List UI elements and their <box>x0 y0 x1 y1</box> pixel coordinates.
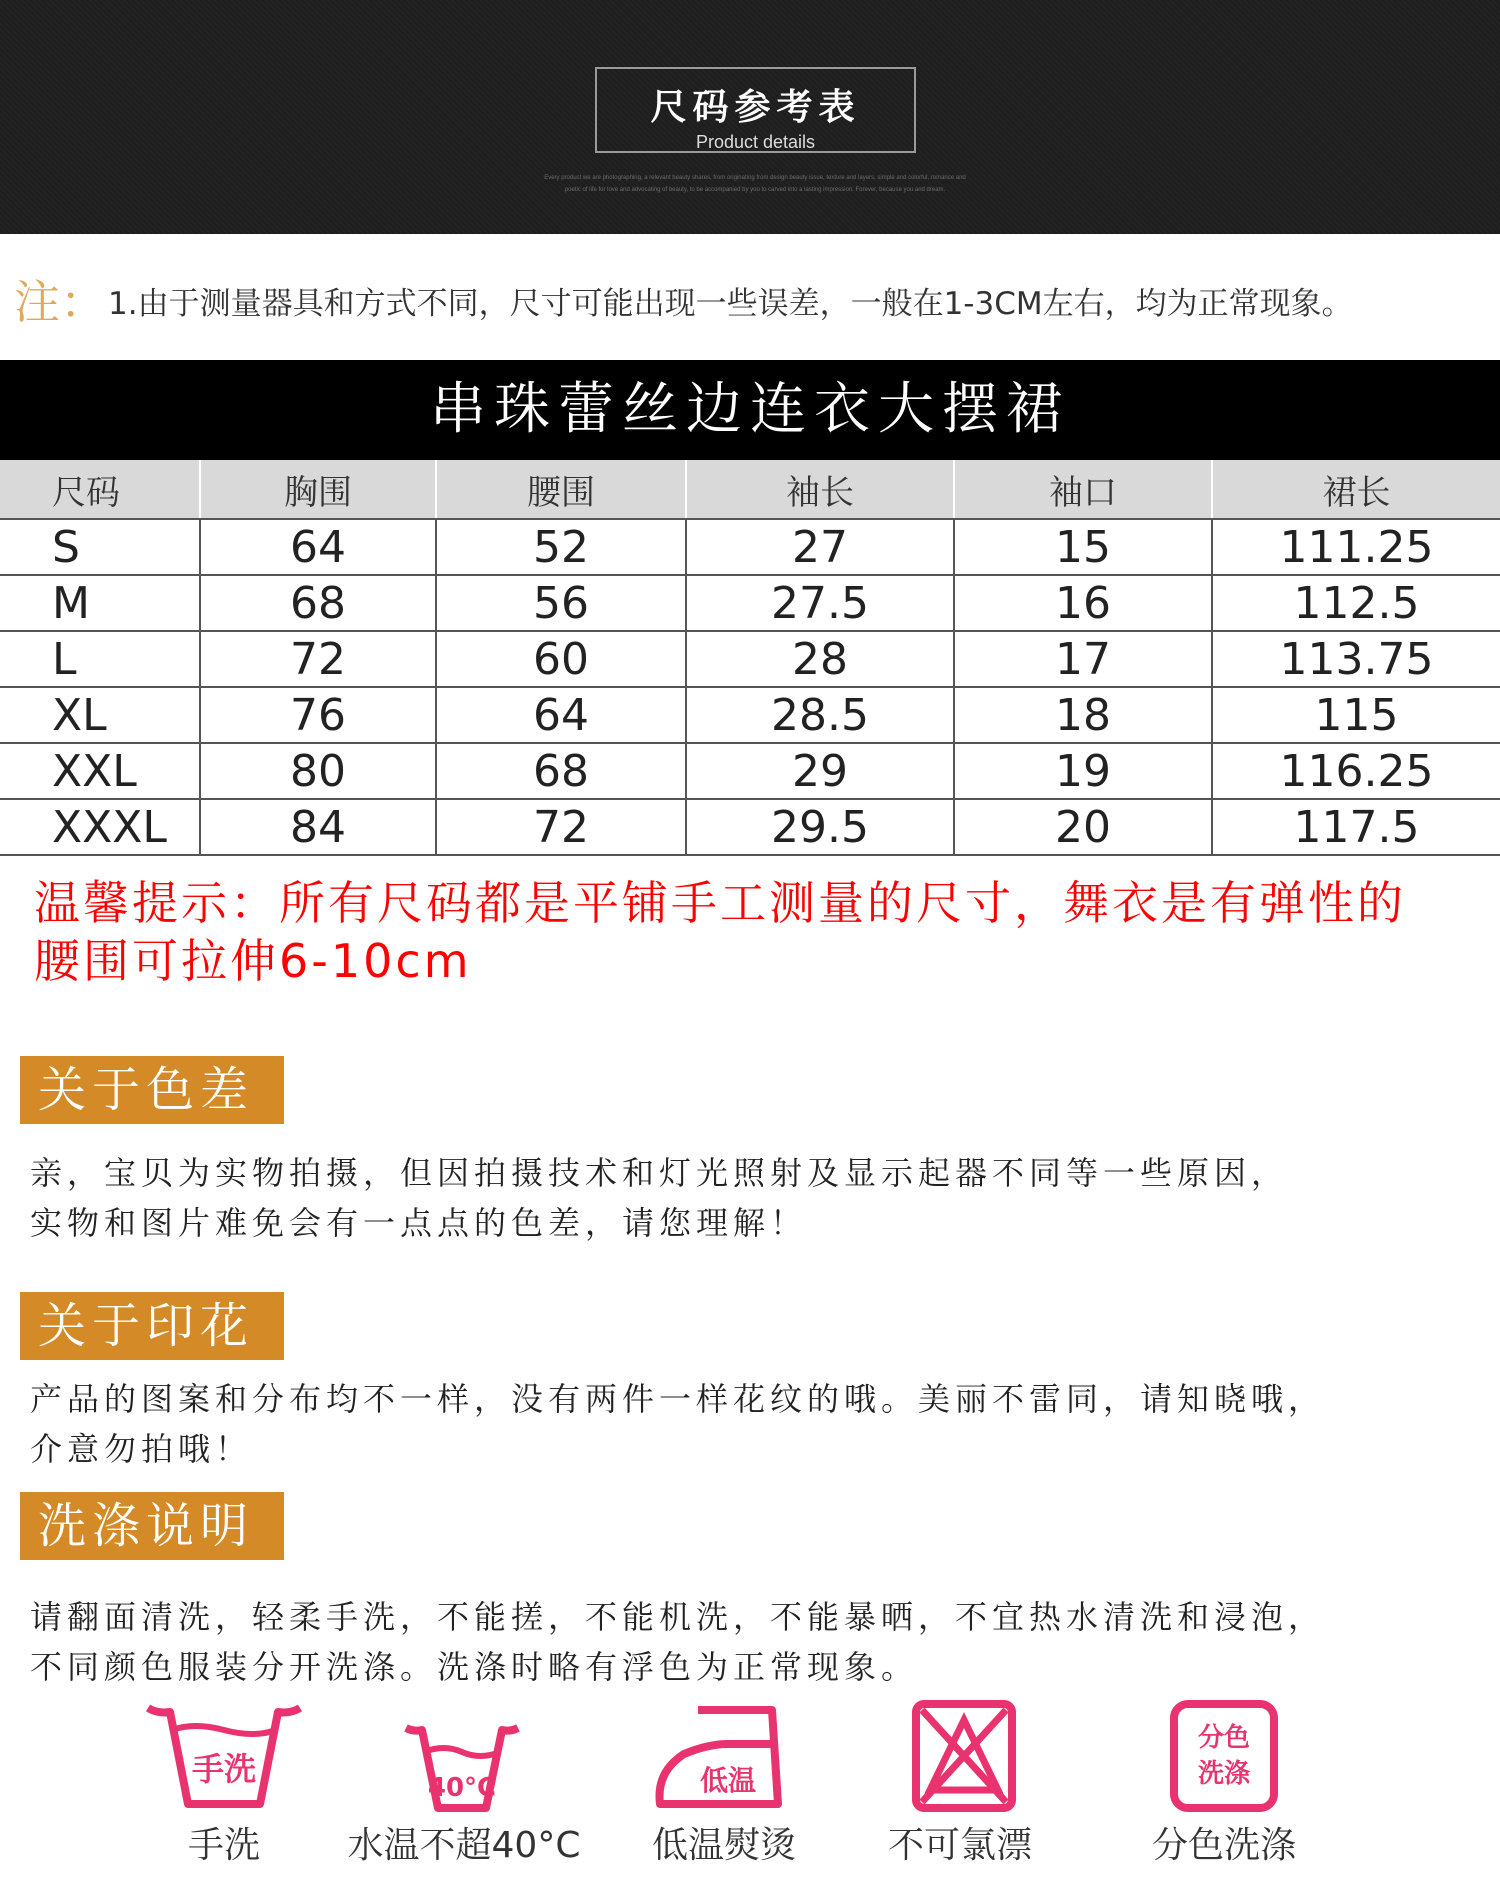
fine-print <box>470 172 1040 196</box>
cell-sleeve: 28 <box>686 631 954 687</box>
section-print-label: 关于印花 <box>20 1292 284 1360</box>
cell-size: L <box>0 631 200 687</box>
cell-size: XXL <box>0 743 200 799</box>
table-row <box>0 519 1500 575</box>
no-bleach-icon <box>864 1700 1064 1820</box>
hand-wash-label: 手洗 <box>187 1825 260 1866</box>
low-iron-label: 低温熨烫 <box>651 1825 796 1866</box>
cell-chest: 64 <box>200 519 436 575</box>
cell-waist: 60 <box>436 631 686 687</box>
cell-sleeve: 27 <box>686 519 954 575</box>
table-row <box>0 687 1500 743</box>
separate-wash-icon <box>1124 1700 1324 1820</box>
cell-chest: 80 <box>200 743 436 799</box>
header-sleeve: 袖长 <box>686 460 954 519</box>
cell-waist: 72 <box>436 799 686 855</box>
table-row <box>0 575 1500 631</box>
cell-cuff: 17 <box>954 631 1212 687</box>
cell-sleeve: 29.5 <box>686 799 954 855</box>
water-temp-label: 水温不超40°C <box>347 1825 581 1866</box>
section-text-line: 产品的图案和分布均不一样，没有两件一样花纹的哦。美丽不雷同，请知晓哦， <box>30 1380 1326 1418</box>
cell-waist: 56 <box>436 575 686 631</box>
section-text-line: 介意勿拍哦！ <box>30 1430 253 1468</box>
cell-skirt-length: 117.5 <box>1212 799 1500 855</box>
size-tip-line: 温馨提示：所有尺码都是平铺手工测量的尺寸，舞衣是有弹性的 <box>34 876 1406 930</box>
cell-skirt-length: 111.25 <box>1212 519 1500 575</box>
cell-sleeve: 28.5 <box>686 687 954 743</box>
section-text-line: 请翻面清洗，轻柔手洗，不能搓，不能机洗，不能暴晒，不宜热水清洗和浸泡， <box>30 1598 1326 1636</box>
section-print-text <box>30 1374 1480 1474</box>
cell-chest: 72 <box>200 631 436 687</box>
hand-wash-icon <box>124 1700 324 1820</box>
header-waist: 腰围 <box>436 460 686 519</box>
header-skirt-length: 裙长 <box>1212 460 1500 519</box>
separate-wash-icon-text-2: 洗涤 <box>1197 1759 1251 1789</box>
size-tip <box>34 874 1474 990</box>
section-text-line: 实物和图片难免会有一点点的色差，请您理解！ <box>30 1204 808 1242</box>
cell-chest: 84 <box>200 799 436 855</box>
separate-wash-icon-text-1: 分色 <box>1197 1723 1251 1753</box>
no-bleach-label: 不可氯漂 <box>887 1825 1032 1866</box>
cell-skirt-length: 113.75 <box>1212 631 1500 687</box>
section-wash-text <box>30 1592 1480 1692</box>
title-box <box>595 67 916 153</box>
cell-chest: 76 <box>200 687 436 743</box>
cell-cuff: 16 <box>954 575 1212 631</box>
section-wash-label: 洗涤说明 <box>20 1492 284 1560</box>
header-cuff: 袖口 <box>954 460 1212 519</box>
hand-wash-icon-text: 手洗 <box>191 1750 257 1788</box>
cell-skirt-length: 116.25 <box>1212 743 1500 799</box>
separate-wash-label: 分色洗涤 <box>1151 1825 1296 1866</box>
size-tip-line: 腰围可拉伸6-10cm <box>34 934 472 988</box>
page-title: 尺码参考表 <box>650 87 861 128</box>
cell-cuff: 15 <box>954 519 1212 575</box>
table-row <box>0 631 1500 687</box>
cell-sleeve: 27.5 <box>686 575 954 631</box>
cell-cuff: 19 <box>954 743 1212 799</box>
water-temp-icon-text: 40°C <box>427 1773 497 1803</box>
cell-chest: 68 <box>200 575 436 631</box>
low-iron-icon-text: 低温 <box>699 1764 757 1797</box>
cell-cuff: 18 <box>954 687 1212 743</box>
header-size: 尺码 <box>0 460 200 519</box>
water-temp-icon <box>362 1700 562 1820</box>
cell-skirt-length: 115 <box>1212 687 1500 743</box>
cell-size: S <box>0 519 200 575</box>
fine-print-line: Every product we are photographing, a relevant beauty shares, from originating from design beauty issue, texture and layers, simple and colorful, romance and <box>544 175 966 181</box>
section-text-line: 不同颜色服装分开洗涤。洗涤时略有浮色为正常现象。 <box>30 1648 919 1686</box>
cell-waist: 64 <box>436 687 686 743</box>
cell-size: XL <box>0 687 200 743</box>
cell-size: M <box>0 575 200 631</box>
table-row <box>0 799 1500 855</box>
cell-skirt-length: 112.5 <box>1212 575 1500 631</box>
low-iron-icon <box>624 1700 824 1820</box>
table-row <box>0 743 1500 799</box>
cell-waist: 52 <box>436 519 686 575</box>
header-chest: 胸围 <box>200 460 436 519</box>
cell-size: XXXL <box>0 799 200 855</box>
fine-print-line: poetic of life for love and advocating of beauty, to be accompanied by you to carved into a lasting impression. Forever, because you and dream. <box>564 187 946 193</box>
section-text-line: 亲，宝贝为实物拍摄，但因拍摄技术和灯光照射及显示起器不同等一些原因， <box>30 1154 1289 1192</box>
size-table <box>0 460 1500 856</box>
page-subtitle: Product details <box>695 132 816 152</box>
section-color-text <box>30 1148 1480 1248</box>
header-banner <box>0 0 1500 234</box>
cell-cuff: 20 <box>954 799 1212 855</box>
table-header-row <box>0 460 1500 519</box>
section-color-label: 关于色差 <box>20 1056 284 1124</box>
table-title: 串珠蕾丝边连衣大摆裙 <box>0 360 1500 460</box>
cell-waist: 68 <box>436 743 686 799</box>
note-text: 1.由于测量器具和方式不同，尺寸可能出现一些误差，一般在1-3CM左右，均为正常现象。 <box>108 286 1353 322</box>
cell-sleeve: 29 <box>686 743 954 799</box>
note-mark: 注： <box>14 275 106 329</box>
